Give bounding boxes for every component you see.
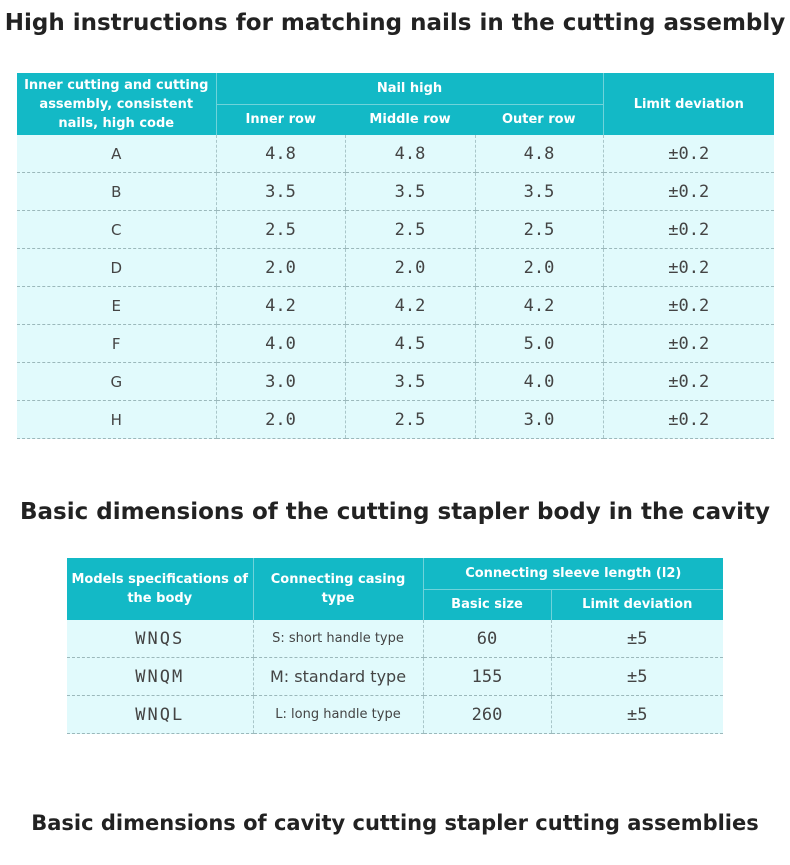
header-limit-deviation: Limit deviation bbox=[603, 73, 774, 135]
header-inner-row: Inner row bbox=[216, 104, 345, 135]
header-outer-row: Outer row bbox=[475, 104, 603, 135]
table-row bbox=[17, 287, 774, 325]
body-dimensions-table bbox=[67, 558, 723, 734]
header-middle-row: Middle row bbox=[345, 104, 475, 135]
cell-inner: 2.0 bbox=[216, 401, 345, 439]
cell-outer: 4.8 bbox=[475, 135, 603, 173]
section-title-nail-height: High instructions for matching nails in the cutting assembly bbox=[4, 10, 786, 36]
cell-middle: 4.8 bbox=[345, 135, 475, 173]
section-title-cutting-assemblies: Basic dimensions of cavity cutting stapler cutting assemblies bbox=[31, 811, 759, 835]
cell-model: WNQM bbox=[67, 658, 253, 696]
cell-inner: 3.0 bbox=[216, 363, 345, 401]
cell-deviation: ±5 bbox=[551, 620, 723, 658]
cell-deviation: ±5 bbox=[551, 696, 723, 734]
cell-middle: 4.5 bbox=[345, 325, 475, 363]
cell-middle: 4.2 bbox=[345, 287, 475, 325]
table-row bbox=[67, 620, 723, 658]
header-nail-high: Nail high bbox=[216, 73, 603, 104]
cell-basic-size: 60 bbox=[423, 620, 551, 658]
cell-casing-type: M: standard type bbox=[253, 658, 423, 696]
section-title-body-dimensions: Basic dimensions of the cutting stapler body in the cavity bbox=[19, 499, 770, 525]
cell-deviation: ±5 bbox=[551, 658, 723, 696]
cell-middle: 2.5 bbox=[345, 401, 475, 439]
cell-deviation: ±0.2 bbox=[603, 287, 774, 325]
header-sleeve-length: Connecting sleeve length (l2) bbox=[423, 558, 723, 589]
cell-inner: 4.0 bbox=[216, 325, 345, 363]
cell-model: WNQL bbox=[67, 696, 253, 734]
cell-code: A bbox=[17, 135, 216, 173]
cell-deviation: ±0.2 bbox=[603, 363, 774, 401]
cell-outer: 5.0 bbox=[475, 325, 603, 363]
cell-deviation: ±0.2 bbox=[603, 173, 774, 211]
table-row bbox=[67, 658, 723, 696]
cell-outer: 3.5 bbox=[475, 173, 603, 211]
table-row bbox=[17, 325, 774, 363]
cell-basic-size: 260 bbox=[423, 696, 551, 734]
cell-middle: 3.5 bbox=[345, 363, 475, 401]
header-limit-deviation-2: Limit deviation bbox=[551, 589, 723, 620]
header-model: Models specifications of the body bbox=[67, 558, 253, 620]
cell-outer: 2.5 bbox=[475, 211, 603, 249]
cell-middle: 2.5 bbox=[345, 211, 475, 249]
cell-deviation: ±0.2 bbox=[603, 401, 774, 439]
cell-outer: 3.0 bbox=[475, 401, 603, 439]
cell-inner: 2.5 bbox=[216, 211, 345, 249]
cell-basic-size: 155 bbox=[423, 658, 551, 696]
nail-height-table bbox=[17, 73, 774, 439]
cell-code: G bbox=[17, 363, 216, 401]
cell-inner: 4.8 bbox=[216, 135, 345, 173]
table-row bbox=[17, 363, 774, 401]
cell-code: B bbox=[17, 173, 216, 211]
cell-code: H bbox=[17, 401, 216, 439]
cell-model: WNQS bbox=[67, 620, 253, 658]
table-row bbox=[67, 696, 723, 734]
cell-middle: 3.5 bbox=[345, 173, 475, 211]
cell-outer: 2.0 bbox=[475, 249, 603, 287]
cell-outer: 4.0 bbox=[475, 363, 603, 401]
table-row bbox=[17, 249, 774, 287]
cell-deviation: ±0.2 bbox=[603, 249, 774, 287]
header-code: Inner cutting and cutting assembly, consistent nails, high code bbox=[17, 73, 216, 135]
header-basic-size: Basic size bbox=[423, 589, 551, 620]
cell-outer: 4.2 bbox=[475, 287, 603, 325]
table-row bbox=[17, 135, 774, 173]
cell-code: C bbox=[17, 211, 216, 249]
cell-code: F bbox=[17, 325, 216, 363]
cell-middle: 2.0 bbox=[345, 249, 475, 287]
cell-deviation: ±0.2 bbox=[603, 211, 774, 249]
table-row bbox=[17, 211, 774, 249]
table-row bbox=[17, 401, 774, 439]
header-casing-type: Connecting casing type bbox=[253, 558, 423, 620]
cell-code: D bbox=[17, 249, 216, 287]
cell-casing-type: S: short handle type bbox=[253, 620, 423, 658]
cell-deviation: ±0.2 bbox=[603, 325, 774, 363]
cell-inner: 4.2 bbox=[216, 287, 345, 325]
table-row bbox=[17, 173, 774, 211]
cell-casing-type: L: long handle type bbox=[253, 696, 423, 734]
cell-inner: 3.5 bbox=[216, 173, 345, 211]
cell-deviation: ±0.2 bbox=[603, 135, 774, 173]
cell-inner: 2.0 bbox=[216, 249, 345, 287]
cell-code: E bbox=[17, 287, 216, 325]
